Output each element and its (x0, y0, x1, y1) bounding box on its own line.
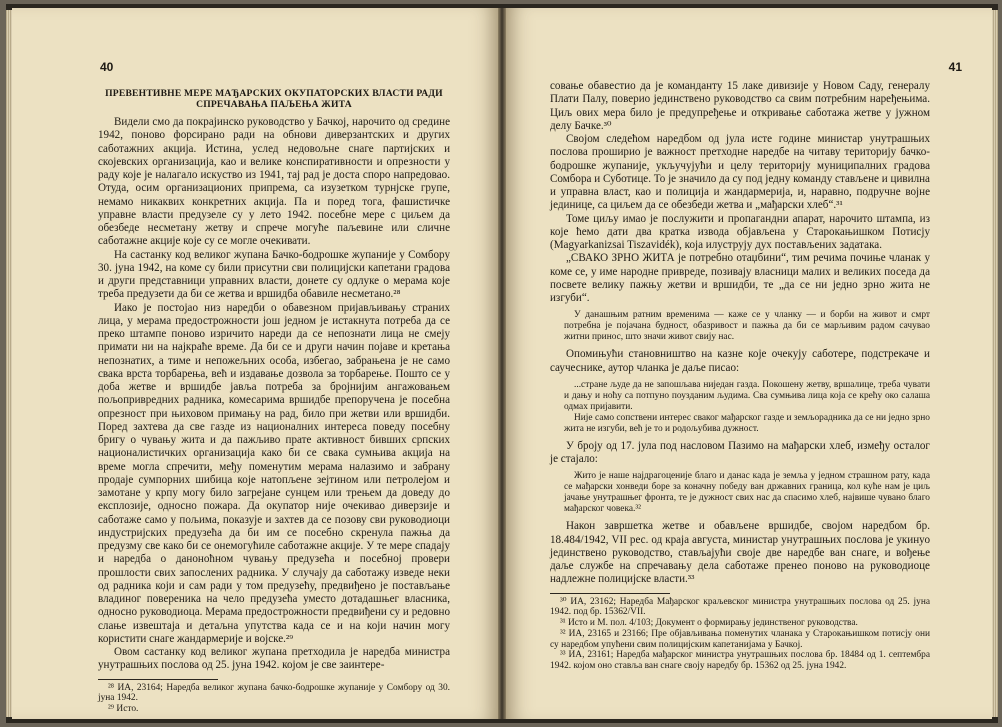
footnote: ²⁸ ИА, 23164; Наредба великог жупана бачко-бодрошке жупаније у Сомбору од 30. јуна 1942. (98, 682, 450, 704)
footnote: ²⁹ Исто. (108, 704, 139, 715)
chapter-title: ПРЕВЕНТИВНЕ МЕРЕ МАЂАРСКИХ ОКУПАТОРСКИХ ВЛАСТИ РАДИ СПРЕЧАВАЊА ПАЉЕЊА ЖИТА (105, 88, 443, 110)
paragraph: Овом састанку код великог жупана претходила је наредба министра унутрашњих послова од 25. јуна 1942. којом је све заинтере- (98, 646, 450, 672)
page-number: 40 (100, 60, 114, 74)
left-page (12, 8, 498, 719)
open-book (6, 4, 998, 723)
footnote: ³³ ИА, 23161; Наредба мађарског министра унутрашњих послова бр. 18484 од 1. септембра 1942. којом оно ставља ван снаге своју наредбу бр. 15362 од 25. јуна 1942. (550, 650, 930, 672)
right-page (506, 8, 992, 719)
paragraph: Након завршетка жетве и обављене вршидбе, својом наредбом бр. 18.484/1942, VII рес. од краја августа, министар унутрашњих послова је укинуо јединствено руководство, стављајући своје две наредбе ван снаге, и вођење даље службе на спречавању дела саботаже пренео поново на руководиоце надлежне полицијске власти.³³ (550, 520, 930, 586)
page-number: 41 (948, 60, 962, 74)
paragraph: Опомињући становништво на казне које очекују саботере, подстрекаче и саучеснике, аутор чланка је даље писао: (550, 348, 930, 374)
footnote-rule (98, 679, 218, 680)
paragraph: Видели смо да покрајинско руководство у Бачкој, нарочито од средине 1942, поново форсирано ради на обнови диверзантских и других саботажних акција. Истина, услед недовољне снаге партијских и скојевских организација, као и велике конспиративности и опрезности у раду које је налагало искуство из 1941, тај рад је доста споро напредовао. Отуда, осим организационих припрема, са изузетком турнјске групе, немамо никаквих конкретних акција. Па и поред тога, фашистичке управне власти предузеле су у лето 1942. посебне мере с циљем да обезбеде несметану жетву и спрече могуће паљевине или сличне саботажне акције које су се могле очекивати. (98, 116, 450, 248)
paragraph: „СВАКО ЗРНО ЖИТА је потребно отаџбини“, тим речима почиње чланак у коме се, у име народне привреде, позивају власници малих и великих поседа да посвете велику пажњу жетви и вршидби, те „да се ни једно зрно жита не изгуби“. (550, 252, 930, 304)
quote-text: У данашњим ратним временима — каже се у чланку — и борби на живот и смрт потребна је појачана будност, обазривост и пажња да би се марљивим радом сачувао житни принос, што значи живот свију нас. (564, 310, 930, 343)
footnote-rule (550, 593, 670, 594)
paragraph: Иако је постојао низ наредби о обавезном пријављивању страних лица, у мерама предострожности још једном је истакнута потреба да се преко штампе поново изричито нареди да се непознати лица не смеју примати ни на најкраће време. Да би се и други начин појаве и кретања непознатих, а тиме и непожељних особа, избегао, забрањена је не само свака врста торбарења, већ и издавање дозвола за торбарење. Пошто се у доба жетве и вршидбе јавља потреба за бројнијим ангажовањем пољопривредних радника, комесарима вршидбе препоручена је посебна опрезност при њиховом примању на рад, било при жетви или вршидби. Поред захтева да све газде из националних интереса поведу посебну бригу о чувању жита и да пажљиво прате активност бивших српских националистичких организација како би се свака сумњива акција на време могла спречити, међу поменутим мерама налазимо и забрану продаје сумпорних шибица које натопљене зејтином или петролејом и замотане у крпу могу било загрејане сунцем или трењем да доведу до експлозије, односно пожара. Да окупатор није очекивао диверзије и саботаже само у пољима, показује и захтев да се позову сви руководиоци индустријских предузећа да би им се посебно скренула пажња да предузму све како би се онемогућиле саботажне акције. У те мере спадају и наредба о даноноћном чувању предузећа и посебној провери прошлости свих запослених радника. У случају да саботажу изведе неки од радника који и сам ради у том предузећу, предвиђено је постављање владиног повереника на чело предузећа уместо дотадашњег власника, односно руководиоца. Мерама предострожности предвиђени су и редовно слање извештаја и детаљна упутства када се и на који начин могу користити снаге жандармерије и војске.²⁹ (98, 301, 450, 645)
paragraph: Својом следећом наредбом од јула исте године министар унутрашњих послова проширио је важност претходне наредбе на читаву територију бачко-бодрошке жупаније, укључујући и целу територију муниципалних градова Сомбора и Суботице. То је значило да су под једну команду стављене и цивилна и управна власт, као и полиција и жандармерија, и, наравно, подручне војне јединице, са циљем да се обезбеди жетва и „мађарски хлеб“.³¹ (550, 133, 930, 212)
paragraph: Томе циљу имао је послужити и пропагандни апарат, нарочито штампа, из које ћемо дати два кратка извода објављена у Старокањишком Потисју (Magyarkanizsai Tiszavidék), која илуструју дух постављених задатака. (550, 212, 930, 251)
left-text-column (98, 88, 450, 715)
footnotes (550, 597, 930, 673)
quotation (564, 471, 930, 515)
paragraph: У броју од 17. јула под насловом Пазимо на мађарски хлеб, између осталог је стајало: (550, 439, 930, 465)
quote-text: ...стране људе да не запошљава ниједан газда. Покошену жетву, вршалице, треба чувати и дању и ноћу са потпуно поузданим људима. Сва сумњива лица која се крећу око салаша одмах пријавити. (564, 379, 930, 412)
paragraph: На састанку код великог жупана Бачко-бодрошке жупаније у Сомбору 30. јуна 1942, на коме су били присутни сви полицијски капетани градова и други представници управних власти, донете су одлуке о мерама које треба предузети да би се жетва и вршидба обавиле несметано.²⁸ (98, 248, 450, 301)
footnote: ³⁰ ИА, 23162; Наредба Мађарског краљевског министра унутрашњих послова од 25. јуна 1942. под бр. 15362/VII. (550, 596, 930, 618)
right-page-edge (992, 10, 998, 717)
footnotes (98, 683, 450, 715)
quote-text: Жито је наше најдрагоценије благо и данас када је земља у једном страшном рату, када се мађарски хонведи боре за коначну победу ван државних граница, кол куће нам је циљ јачање унутрашњег фронта, те је дужност свих нас да спасимо хлеб, највише чувано благо мађарског човека.³² (564, 471, 930, 515)
quote-text: Није само сопствени интерес сваког мађарског газде и земљорадника да се ни једно зрно жита не изгуби, већ је то и родољубива дужност. (564, 412, 930, 434)
quotation (564, 310, 930, 343)
paragraph: совање обавестио да је команданту 15 лаке дивизије у Новом Саду, генералу Плати Палу, поверио јединствено руководство са свим потребним наређењима. Циљ ових мера било је предупређење и откривање саботажа жетве у јужном делу Бачке.³⁰ (550, 80, 930, 132)
quotation (564, 380, 930, 435)
footnote: ³² ИА, 23165 и 23166; Пре објављивања поменутих чланака у Старокањишком потисју они су наредбом упућени свим полицијским капетанијама у Бачкој. (550, 628, 930, 650)
book-gutter (498, 8, 506, 719)
right-text-column (550, 80, 930, 672)
footnote: ³¹ Исто и М. пол. 4/103; Документ о формирању јединственог руководства. (560, 618, 858, 629)
